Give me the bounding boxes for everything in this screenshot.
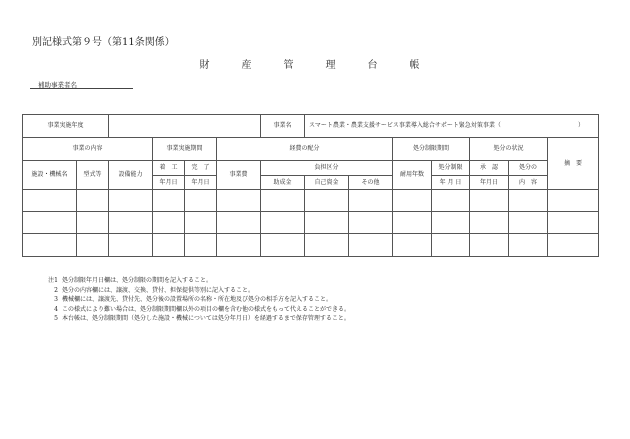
- group-content: 事業の内容: [23, 138, 153, 161]
- note-item: 5 本台帳は、処分制限期間（処分した施設・機械については処分年月日）を経過するまで保存管理すること。: [54, 315, 350, 323]
- col-other: その他: [349, 176, 393, 190]
- col-complete: 完 了: [185, 161, 217, 176]
- form-number-label: 別記様式第９号（第11条関係）: [32, 37, 175, 48]
- col-disposal-content: 内 容: [509, 176, 548, 190]
- group-cost: 経費の配分: [217, 138, 393, 161]
- col-facility: 施設・機械名: [23, 161, 77, 190]
- document-title: 財 産 管 理 台 帳: [199, 60, 431, 71]
- project-name-text: スマート農業・農業支援サービス事業導入総合サポート緊急対策事業（: [309, 122, 501, 130]
- fiscal-year-value: [109, 115, 261, 138]
- table-row: [23, 234, 599, 257]
- col-project-cost: 事業費: [217, 161, 261, 190]
- col-remarks: 摘 要: [548, 138, 599, 190]
- col-useful-life: 耐用年数: [393, 161, 432, 190]
- group-disposal-status: 処分の状況: [470, 138, 548, 161]
- note-item: 注1 処分制限年月日欄は、処分制限の期間を記入すること。: [48, 277, 213, 284]
- table-row: [23, 190, 599, 212]
- col-disposal-end-ymd: 年 月 日: [432, 176, 470, 190]
- recipient-label: 補助事業者名: [38, 81, 77, 89]
- col-disposal-end: 処分制限: [432, 161, 470, 176]
- note-item: 2 処分の内容欄には、譲渡、交換、貸付、担保提供等別に記入すること。: [54, 286, 255, 294]
- col-start: 着 工: [153, 161, 185, 176]
- note-item: 4 この様式により難い場合は、処分制限期間欄以外の項目の欄を含む他の様式をもって代えることができる。: [54, 305, 351, 313]
- table-row: [23, 212, 599, 234]
- project-name-label: 事業名: [261, 115, 305, 138]
- col-burden: 負担区分: [261, 161, 393, 176]
- project-name-close: ）: [578, 122, 585, 130]
- fiscal-year-label: 事業実施年度: [23, 115, 109, 138]
- col-approval-ymd: 年月日: [470, 176, 509, 190]
- col-structure: 型式等: [77, 161, 109, 190]
- group-period: 事業実施期間: [153, 138, 217, 161]
- col-complete-ymd: 年月日: [185, 176, 217, 190]
- col-approval: 承 認: [470, 161, 509, 176]
- col-capacity: 設備能力: [109, 161, 153, 190]
- project-name-value: [305, 115, 599, 138]
- recipient-underline: [30, 88, 133, 89]
- group-disposal-limit: 処分制限期間: [393, 138, 470, 161]
- col-start-ymd: 年月日: [153, 176, 185, 190]
- col-subsidy: 助成金: [261, 176, 305, 190]
- notes-section: [44, 276, 350, 324]
- col-own-funds: 自己資金: [305, 176, 349, 190]
- property-ledger-table: [22, 114, 599, 257]
- note-item: 3 機械欄には、譲渡先、貸付先、処分後の設置場所の名称・所在地及び処分の相手方を記入すること。: [54, 296, 333, 304]
- col-disposal-of: 処分の: [509, 161, 548, 176]
